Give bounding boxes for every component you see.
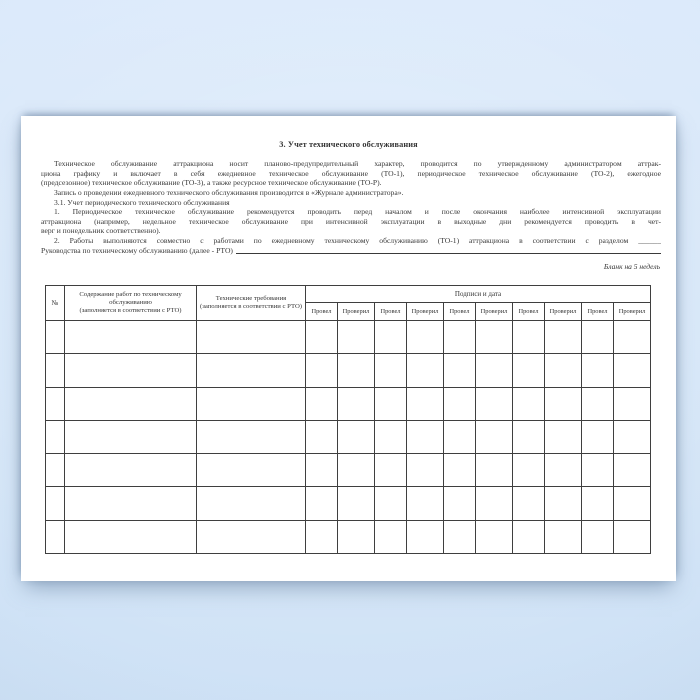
empty-cell <box>375 487 407 520</box>
empty-cell <box>65 321 197 354</box>
table-row <box>46 487 651 520</box>
empty-cell <box>614 420 651 453</box>
empty-cell <box>614 454 651 487</box>
table-row <box>46 354 651 387</box>
empty-cell <box>407 420 444 453</box>
empty-cell <box>476 354 513 387</box>
table-row <box>46 454 651 487</box>
table-row <box>46 420 651 453</box>
sub-header-cell: Проверил <box>476 303 513 321</box>
empty-cell <box>306 454 338 487</box>
empty-cell <box>513 387 545 420</box>
empty-cell <box>444 487 476 520</box>
empty-cell <box>197 387 306 420</box>
empty-cell <box>476 321 513 354</box>
empty-cell <box>65 387 197 420</box>
empty-cell <box>582 387 614 420</box>
empty-cell <box>582 354 614 387</box>
paragraph-line: аттракциона (например, недельное техническое обслуживание при интенсивной эксплуатации в выходные дни рекомендуется проводить в чет- <box>41 216 661 226</box>
empty-cell <box>582 487 614 520</box>
sub-header-cell: Провел <box>582 303 614 321</box>
empty-cell <box>306 487 338 520</box>
empty-cell <box>513 520 545 553</box>
empty-cell <box>545 487 582 520</box>
empty-cell <box>513 487 545 520</box>
empty-cell <box>65 420 197 453</box>
empty-cell <box>407 387 444 420</box>
empty-cell <box>338 387 375 420</box>
header-line: (заполняется в соответствии с РТО) <box>199 303 303 310</box>
empty-cell <box>407 454 444 487</box>
empty-cell <box>306 321 338 354</box>
empty-cell <box>545 454 582 487</box>
empty-cell <box>614 321 651 354</box>
table-row <box>46 321 651 354</box>
empty-cell <box>197 420 306 453</box>
paragraph-line: (предсезонное) техническое обслуживание (ТО-3), а также ресурсное техническое обслуживание (ТО-Р). <box>41 178 382 188</box>
empty-cell <box>444 321 476 354</box>
empty-cell <box>375 520 407 553</box>
empty-cell <box>545 321 582 354</box>
header-line: (заполняется в соответствии с РТО) <box>79 307 182 314</box>
paragraph-line: циона графику и включает в себя ежедневное техническое обслуживание (ТО-1), периодическое техническое обслуживание (ТО-2), ежегодное <box>41 168 661 178</box>
empty-cell <box>306 354 338 387</box>
empty-cell <box>65 454 197 487</box>
empty-cell <box>46 420 65 453</box>
empty-cell <box>614 354 651 387</box>
empty-cell <box>197 354 306 387</box>
empty-cell <box>444 454 476 487</box>
empty-cell <box>197 321 306 354</box>
empty-cell <box>338 321 375 354</box>
empty-cell <box>513 454 545 487</box>
paragraph-line: Запись о проведении ежедневного технического обслуживания производится в «Журнале администратора». <box>54 187 404 197</box>
form-duration-note: Бланк на 5 недель <box>603 262 660 271</box>
empty-cell <box>513 321 545 354</box>
empty-cell <box>513 354 545 387</box>
sub-header-cell: Проверил <box>545 303 582 321</box>
empty-cell <box>65 487 197 520</box>
empty-cell <box>545 387 582 420</box>
empty-cell <box>582 321 614 354</box>
paragraph-line: Техническое обслуживание аттракциона носит планово-предупредительный характер, проводится по утвержденному администратором аттрак- <box>54 159 661 168</box>
empty-cell <box>513 420 545 453</box>
empty-cell <box>46 354 65 387</box>
empty-cell <box>306 520 338 553</box>
paragraph-line: верг и понедельник соответственно). <box>41 226 161 236</box>
empty-cell <box>375 354 407 387</box>
table-row <box>46 387 651 420</box>
header-line: Содержание работ по техническому <box>79 291 182 298</box>
empty-cell <box>46 520 65 553</box>
empty-cell <box>476 520 513 553</box>
empty-cell <box>476 420 513 453</box>
table-body <box>46 321 651 554</box>
empty-cell <box>65 354 197 387</box>
sub-header-cell: Проверил <box>338 303 375 321</box>
empty-cell <box>46 387 65 420</box>
sub-header-cell: Провел <box>444 303 476 321</box>
empty-cell <box>582 454 614 487</box>
maintenance-table <box>45 285 651 554</box>
empty-cell <box>375 420 407 453</box>
page-title: 3. Учет технического обслуживания <box>279 140 418 149</box>
empty-cell <box>338 354 375 387</box>
empty-cell <box>476 454 513 487</box>
column-header-tech-requirements <box>197 286 306 321</box>
sub-header-cell: Провел <box>306 303 338 321</box>
empty-cell <box>476 387 513 420</box>
empty-cell <box>444 387 476 420</box>
empty-cell <box>545 354 582 387</box>
empty-cell <box>375 454 407 487</box>
empty-cell <box>46 454 65 487</box>
paragraph-line-text: Руководства по техническому обслуживанию (далее - РТО) <box>41 245 233 255</box>
empty-cell <box>407 520 444 553</box>
column-header-work-content <box>65 286 197 321</box>
empty-cell <box>545 420 582 453</box>
empty-cell <box>444 520 476 553</box>
blank-fill-line <box>236 246 661 254</box>
body-text <box>41 159 661 255</box>
paragraph-line: 2. Работы выполняются совместно с работами по ежедневному техническому обслуживанию (ТО-1) аттракциона в соответствии с разделом ______ <box>54 236 661 246</box>
empty-cell <box>582 520 614 553</box>
column-header-signatures-date: Подписи и дата <box>306 286 651 303</box>
empty-cell <box>197 520 306 553</box>
empty-cell <box>338 520 375 553</box>
column-header-number: № <box>46 286 65 321</box>
paragraph-line: 1. Периодическое техническое обслуживание рекомендуется проводить перед началом и после окончания наиболее интенсивной эксплуатации <box>54 207 661 217</box>
empty-cell <box>197 487 306 520</box>
sub-header-cell: Провел <box>375 303 407 321</box>
empty-cell <box>46 321 65 354</box>
empty-cell <box>614 520 651 553</box>
empty-cell <box>582 420 614 453</box>
empty-cell <box>614 487 651 520</box>
header-line: обслуживанию <box>109 299 152 306</box>
sub-header-cell: Проверил <box>614 303 651 321</box>
empty-cell <box>338 454 375 487</box>
empty-cell <box>65 520 197 553</box>
header-line: Технические требования <box>215 295 287 302</box>
empty-cell <box>476 487 513 520</box>
empty-cell <box>545 520 582 553</box>
document-page <box>21 116 676 581</box>
empty-cell <box>407 354 444 387</box>
empty-cell <box>46 487 65 520</box>
empty-cell <box>375 387 407 420</box>
empty-cell <box>306 420 338 453</box>
paragraph-line: 3.1. Учет периодического технического обслуживания <box>54 197 230 207</box>
empty-cell <box>444 354 476 387</box>
empty-cell <box>375 321 407 354</box>
sub-header-cell: Проверил <box>407 303 444 321</box>
empty-cell <box>306 387 338 420</box>
empty-cell <box>444 420 476 453</box>
paragraph-line-with-blank <box>41 246 661 256</box>
sub-header-cell: Провел <box>513 303 545 321</box>
empty-cell <box>407 487 444 520</box>
empty-cell <box>338 420 375 453</box>
empty-cell <box>407 321 444 354</box>
table-row <box>46 520 651 553</box>
empty-cell <box>614 387 651 420</box>
empty-cell <box>338 487 375 520</box>
empty-cell <box>197 454 306 487</box>
